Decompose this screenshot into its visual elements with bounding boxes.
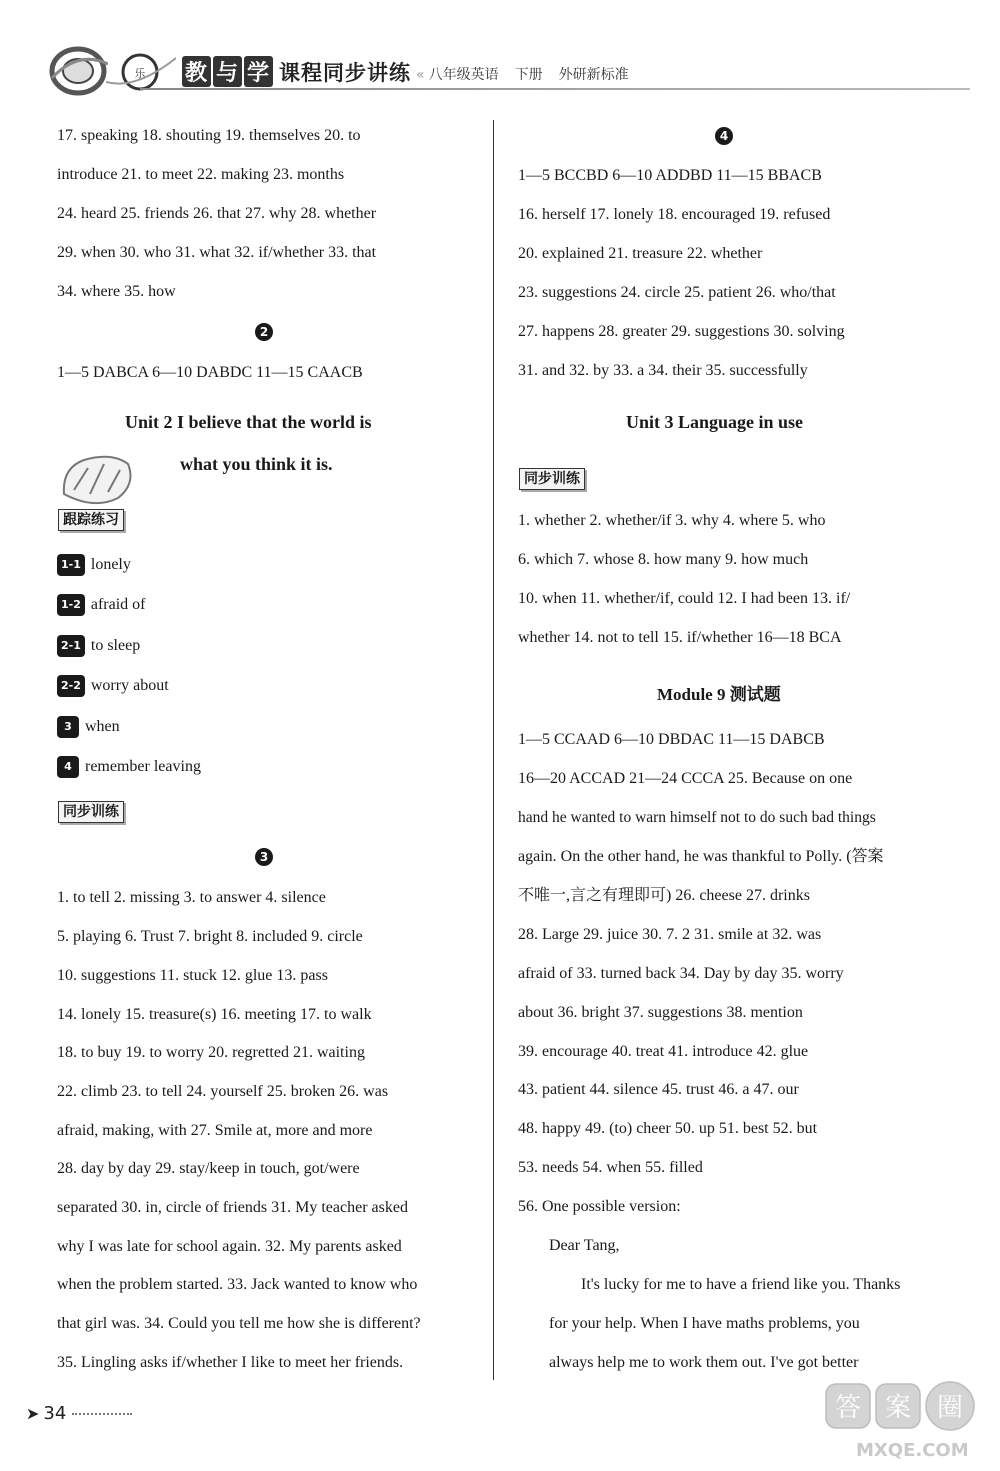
volume: 下册	[514, 67, 543, 83]
edition: 外研新标准	[558, 67, 629, 83]
unit-title: Unit 2 I believe that the world is	[125, 412, 372, 432]
answer-line: 6. which 7. whose 8. how many 9. how much	[518, 551, 809, 568]
tracking-item	[57, 635, 140, 657]
tracking-item	[57, 594, 146, 616]
answer-line: 10. when 11. whether/if, could 12. I had been 13. if/	[518, 590, 851, 607]
section-number: 2	[255, 323, 273, 341]
answer-line: 28. day by day 29. stay/keep in touch, got/were	[57, 1160, 360, 1177]
letter-line: It's lucky for me to have a friend like you. Thanks	[581, 1276, 901, 1293]
answer-line: 1—5 DABCA 6—10 DABDC 11—15 CAACB	[57, 364, 363, 381]
arrow-icon: ➤	[26, 1404, 40, 1423]
header-subtitle: « 八年级英语 下册 外研新标准	[416, 67, 629, 83]
letter-salutation: Dear Tang,	[549, 1237, 620, 1254]
sync-training-tag: 同步训练	[58, 801, 124, 823]
answer-line: about 36. bright 37. suggestions 38. mention	[518, 1004, 803, 1021]
answer-line: 53. needs 54. when 55. filled	[518, 1159, 703, 1176]
section-number: 3	[255, 848, 273, 866]
tracking-item	[57, 675, 169, 697]
answer-line: 43. patient 44. silence 45. trust 46. a 47. our	[518, 1081, 799, 1098]
answer-line: introduce 21. to meet 22. making 23. months	[57, 166, 345, 183]
item-tag: 2-1	[57, 635, 85, 657]
page-header	[40, 44, 940, 98]
answer-line: 1—5 BCCBD 6—10 ADDBD 11—15 BBACB	[518, 167, 822, 184]
watermark-glyph-2: 案	[884, 1393, 912, 1423]
answer-line: 17. speaking 18. shouting 19. themselves 20. to	[57, 127, 361, 144]
page-number: 34	[43, 1403, 67, 1424]
answer-line: 5. playing 6. Trust 7. bright 8. included 9. circle	[57, 928, 363, 945]
item-answer: remember leaving	[85, 758, 201, 775]
unit-title: Unit 3 Language in use	[626, 412, 804, 432]
answer-line: hand he wanted to warn himself not to do such bad things	[518, 809, 876, 826]
tracking-item	[57, 716, 120, 738]
answer-line: 27. happens 28. greater 29. suggestions 30. solving	[518, 323, 845, 340]
item-tag: 1-1	[57, 554, 85, 576]
watermark-glyph-3: 圈	[936, 1393, 964, 1423]
grade-subject: 八年级英语	[428, 67, 499, 83]
answer-line: 34. where 35. how	[57, 283, 176, 300]
item-answer: lonely	[90, 556, 131, 573]
module-title: Module 9 测试题	[657, 685, 781, 704]
answer-line: 不唯一,言之有理即可) 26. cheese 27. drinks	[518, 887, 810, 904]
answer-line: afraid of 33. turned back 34. Day by day 35. worry	[518, 965, 844, 982]
answer-line: 14. lonely 15. treasure(s) 16. meeting 17. to walk	[57, 1006, 372, 1023]
column-divider	[493, 120, 494, 1380]
answer-line: again. On the other hand, he was thankful to Polly. (答案	[518, 848, 884, 865]
item-tag: 1-2	[57, 594, 85, 616]
answer-line: 29. when 30. who 31. what 32. if/whether 33. that	[57, 244, 377, 261]
letter-line: for your help. When I have maths problems, you	[549, 1315, 860, 1332]
item-answer: to sleep	[90, 637, 141, 654]
dotted-rule	[72, 1413, 132, 1415]
book-title: 课程同步讲练	[279, 61, 412, 85]
sync-training-tag: 同步训练	[519, 468, 585, 490]
logo-ring-icon	[48, 44, 108, 98]
tracking-practice-tag: 跟踪练习	[58, 509, 124, 531]
item-answer: worry about	[90, 677, 169, 694]
answer-line: 39. encourage 40. treat 41. introduce 42. glue	[518, 1043, 809, 1060]
answer-line: afraid, making, with 27. Smile at, more and more	[57, 1122, 373, 1139]
section-number: 4	[715, 127, 733, 145]
item-tag: 2-2	[57, 675, 85, 697]
item-answer: afraid of	[90, 596, 146, 613]
answer-line: whether 14. not to tell 15. if/whether 16—18 BCA	[518, 629, 842, 646]
answer-line: 28. Large 29. juice 30. 7. 2 31. smile at 32. was	[518, 926, 822, 943]
item-tag: 3	[57, 716, 79, 738]
logo-char: 教	[182, 56, 211, 87]
answer-line: 31. and 32. by 33. a 34. their 35. successfully	[518, 362, 808, 379]
answer-line: 1—5 CCAAD 6—10 DBDAC 11—15 DABCB	[518, 731, 825, 748]
answer-line: that girl was. 34. Could you tell me how she is different?	[57, 1315, 421, 1332]
header-rule	[140, 88, 970, 90]
answer-line: 16—20 ACCAD 21—24 CCCA 25. Because on one	[518, 770, 853, 787]
svg-text:乐: 乐	[134, 67, 146, 80]
logo-char: 学	[244, 56, 273, 87]
answer-line: 56. One possible version:	[518, 1198, 681, 1215]
answer-line: separated 30. in, circle of friends 31. My teacher asked	[57, 1199, 408, 1216]
answer-line: 1. whether 2. whether/if 3. why 4. where 5. who	[518, 512, 826, 529]
letter-line: always help me to work them out. I've got better	[549, 1354, 859, 1371]
watermark-url: MXQE.COM	[856, 1440, 969, 1461]
answer-line: 18. to buy 19. to worry 20. regretted 21. waiting	[57, 1044, 365, 1061]
answer-line: 10. suggestions 11. stuck 12. glue 13. pass	[57, 967, 328, 984]
answer-line: 20. explained 21. treasure 22. whether	[518, 245, 763, 262]
answer-line: 48. happy 49. (to) cheer 50. up 51. best 52. but	[518, 1120, 818, 1137]
answer-line: 16. herself 17. lonely 18. encouraged 19. refused	[518, 206, 831, 223]
answer-line: why I was late for school again. 32. My parents asked	[57, 1238, 402, 1255]
item-tag: 4	[57, 756, 79, 778]
answer-line: 1. to tell 2. missing 3. to answer 4. silence	[57, 889, 326, 906]
logo-char: 与	[213, 56, 242, 87]
answer-line: 23. suggestions 24. circle 25. patient 26. who/that	[518, 284, 836, 301]
answer-line: 22. climb 23. to tell 24. yourself 25. broken 26. was	[57, 1083, 389, 1100]
answer-line: when the problem started. 33. Jack wanted to know who	[57, 1276, 418, 1293]
watermark-glyph-1: 答	[834, 1393, 862, 1423]
item-answer: when	[85, 718, 120, 735]
logo-title	[182, 56, 411, 88]
unit-title: what you think it is.	[180, 454, 333, 474]
page-footer	[26, 1403, 132, 1424]
tracking-item	[57, 554, 131, 576]
study-badge-icon	[54, 450, 138, 512]
answer-line: 24. heard 25. friends 26. that 27. why 28. whether	[57, 205, 377, 222]
tracking-item	[57, 756, 201, 778]
answer-line: 35. Lingling asks if/whether I like to meet her friends.	[57, 1354, 404, 1371]
